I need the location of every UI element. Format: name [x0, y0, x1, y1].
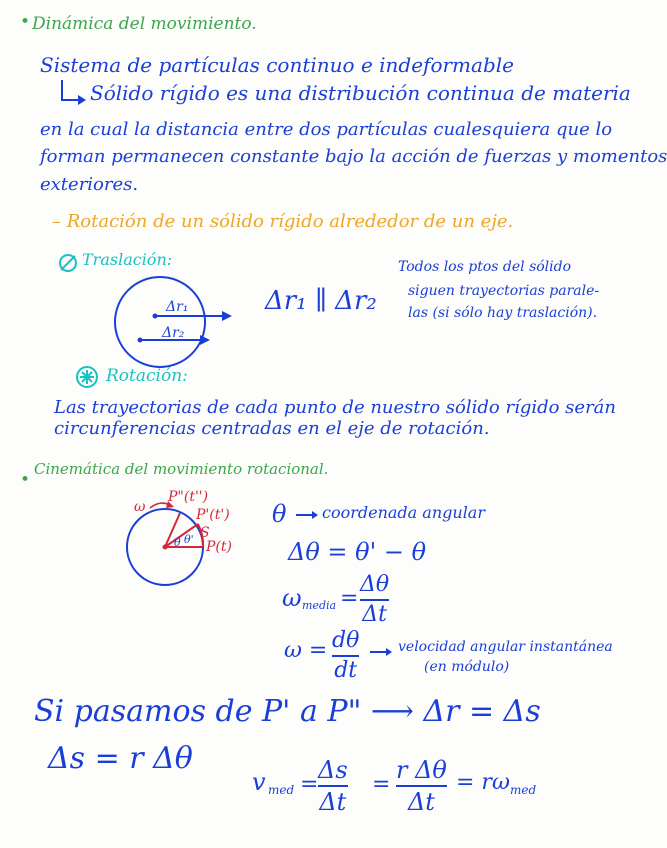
v-med-fraction-2 — [396, 758, 447, 814]
label-dr2: Δr₂ — [162, 325, 185, 341]
v-med-den2: Δt — [407, 788, 435, 816]
rigid-def-line-1: Sólido rígido es una distribución continua de materia — [90, 81, 631, 105]
omega-inst-text-2: (en módulo) — [424, 659, 510, 675]
rigid-def-line-2: en la cual la distancia entre dos partículas cualesquiera que lo — [40, 119, 613, 140]
angular-coord-text: coordenada angular — [322, 503, 485, 522]
rotation-heading: – Rotación de un sólido rígido alrededor de un eje. — [52, 211, 514, 232]
equals-sign: = — [300, 772, 319, 797]
translation-note-3: las (si sólo hay traslación). — [408, 305, 598, 321]
label-omega: ω — [134, 499, 146, 515]
bullet-dot-dynamics: • — [20, 12, 31, 32]
omega-inst-fraction — [332, 630, 359, 682]
equals-sign: = — [372, 772, 391, 797]
line-system: Sistema de partículas continuo e indeformable — [40, 53, 514, 77]
omega-inst-lhs: ω = — [284, 638, 328, 663]
label-theta-prime: θ' — [184, 533, 194, 546]
rigid-def-line-3: forman permanecen constante bajo la acción de fuerzas y momentos — [40, 146, 667, 167]
translation-formula: Δr₁ ∥ Δr₂ — [265, 286, 377, 316]
pass-line: Si pasamos de P' a P" ⟶ Δr = Δs — [34, 694, 541, 729]
v-med-rhs-sub: med — [510, 783, 537, 797]
heading-kinematics: Cinemática del movimiento rotacional. — [34, 460, 329, 478]
v-med-den1: Δt — [319, 788, 347, 816]
rotation-text-1: Las trayectorias de cada punto de nuestro sólido rígido serán — [54, 397, 616, 418]
center-point — [163, 545, 168, 550]
arrow-head-icon — [200, 335, 210, 345]
v-med-rhs: = rω — [456, 770, 510, 795]
arrow-head-icon — [78, 95, 86, 105]
theta-symbol: θ — [272, 500, 287, 528]
fraction-bar — [360, 599, 389, 601]
omega-media-sub: media — [302, 599, 337, 612]
v-med-num2: r Δθ — [396, 756, 447, 784]
v-med-num1: Δs — [318, 756, 348, 784]
translation-note-2: siguen trayectorias parale- — [408, 283, 600, 299]
rigid-def-line-4: exteriores. — [40, 174, 139, 195]
translation-note-1: Todos los ptos del sólido — [398, 259, 572, 275]
heading-dynamics: Dinámica del movimiento. — [32, 14, 257, 34]
omega-media-lhs: ω — [282, 584, 302, 612]
delta-theta: Δθ = θ' − θ — [288, 538, 427, 566]
v-med-sub: med — [268, 783, 295, 797]
v-med-fraction-1 — [318, 758, 348, 814]
omega-media-num: Δθ — [360, 572, 390, 597]
translation-body-circle — [115, 277, 205, 367]
hook-arrow-icon — [62, 80, 78, 100]
fraction-bar — [332, 655, 359, 657]
v-med-lhs: v — [252, 768, 266, 796]
omega-media-fraction — [360, 574, 389, 626]
label-s: S — [200, 525, 210, 541]
omega-inst-text-1: velocidad angular instantánea — [398, 639, 613, 655]
rotation-title: Rotación: — [106, 366, 188, 386]
fraction-bar — [318, 785, 348, 787]
bullet-dot-kinematics: • — [20, 470, 31, 490]
label-p: P(t) — [206, 539, 232, 555]
fraction-bar — [396, 785, 447, 787]
rotation-text-2: circunferencias centradas en el eje de rotación. — [54, 418, 490, 439]
label-dr1: Δr₁ — [166, 299, 189, 315]
omega-inst-num: dθ — [332, 628, 360, 653]
label-p-double: P"(t'') — [168, 489, 209, 505]
equals-sign: = — [340, 586, 359, 611]
omega-media-den: Δt — [362, 602, 387, 627]
arrow-head-icon — [222, 311, 232, 321]
ds-line: Δs = r Δθ — [48, 741, 193, 776]
translation-title: Traslación: — [82, 250, 173, 269]
label-theta: θ — [174, 536, 181, 549]
label-p-prime: P'(t') — [196, 507, 230, 523]
omega-inst-den: dt — [334, 658, 358, 683]
